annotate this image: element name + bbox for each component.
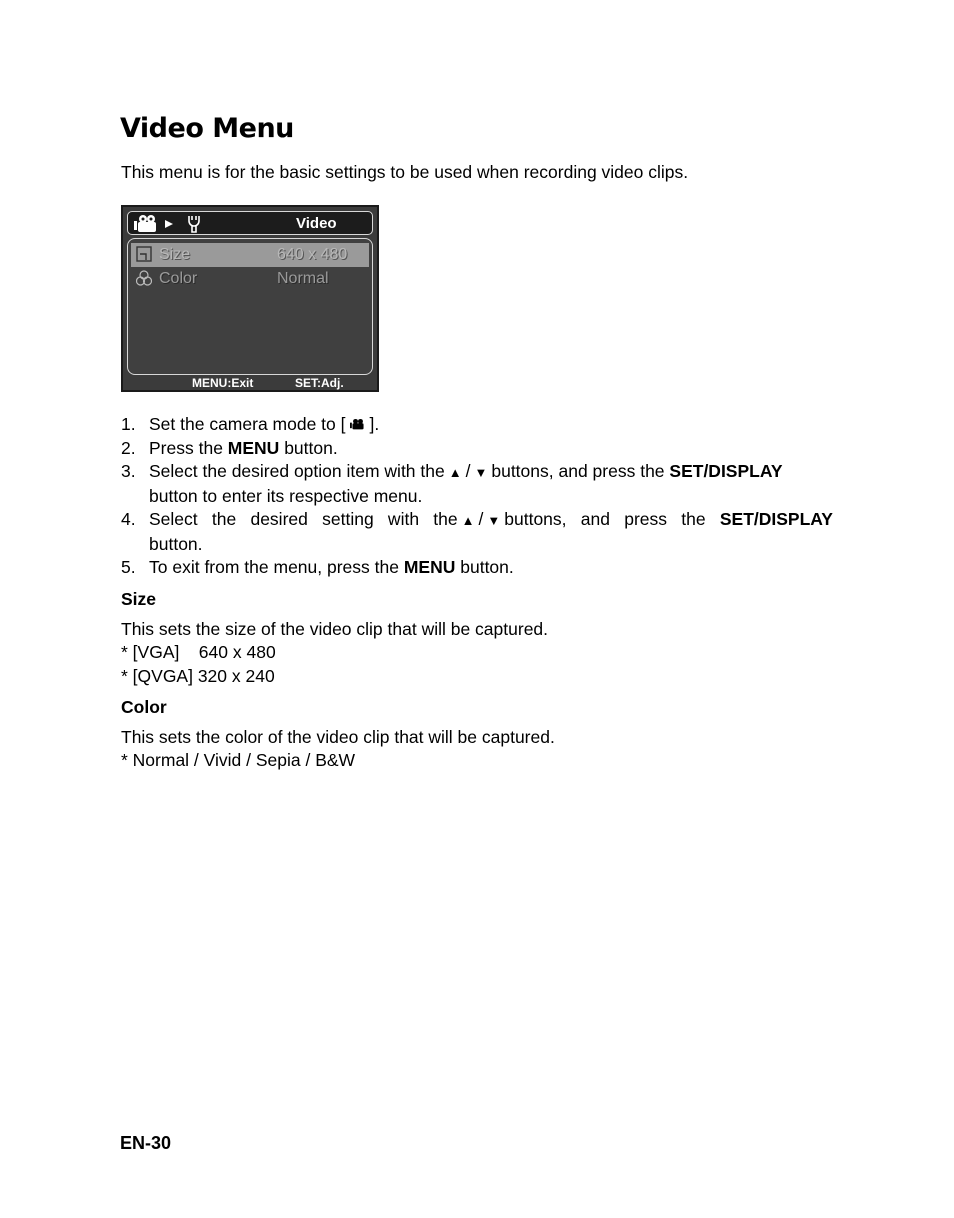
lcd-menu-row-color bbox=[131, 267, 369, 291]
video-camera-icon bbox=[134, 215, 160, 233]
lcd-footer-exit: MENU:Exit bbox=[192, 376, 254, 390]
step-item: 2. Press the MENU button. bbox=[121, 437, 338, 458]
play-triangle-icon bbox=[164, 219, 174, 229]
lcd-row-value: 640 x 480 bbox=[277, 246, 348, 263]
size-option-qvga: * [QVGA] 320 x 240 bbox=[121, 666, 275, 686]
step-item: 1. Set the camera mode to [ ]. bbox=[121, 413, 833, 437]
camera-lcd-screenshot bbox=[121, 205, 379, 392]
color-options: * Normal / Vivid / Sepia / B&W bbox=[121, 750, 356, 770]
lcd-header bbox=[127, 211, 373, 235]
down-arrow-icon: ▼ bbox=[474, 465, 488, 480]
rgb-color-icon bbox=[136, 270, 152, 286]
lcd-tab-icons bbox=[134, 214, 204, 234]
section-heading-color: Color bbox=[121, 697, 167, 717]
size-description: This sets the size of the video clip that will be captured. bbox=[121, 619, 549, 639]
step-item: 3. Select the desired option item with the ▲ / ▼ buttons, and press the SET/DISPLAY button to enter its respective menu. bbox=[121, 461, 783, 506]
size-option-vga: * [VGA] 640 x 480 bbox=[121, 642, 276, 662]
lcd-row-label: Size bbox=[159, 246, 191, 263]
section-heading-size: Size bbox=[121, 589, 157, 609]
intro-text: This menu is for the basic settings to be used when recording video clips. bbox=[121, 162, 689, 182]
up-arrow-icon: ▲ bbox=[461, 513, 475, 528]
size-icon bbox=[136, 246, 152, 262]
page-title: Video Menu bbox=[120, 113, 294, 144]
wrench-icon bbox=[184, 214, 204, 234]
lcd-row-label: Color bbox=[159, 270, 198, 287]
step-item: 5. To exit from the menu, press the MENU button. bbox=[121, 557, 514, 577]
down-arrow-icon: ▼ bbox=[487, 513, 501, 528]
lcd-menu-title: Video bbox=[296, 215, 337, 232]
lcd-menu-panel bbox=[127, 238, 373, 375]
color-description: This sets the color of the video clip that will be captured. bbox=[121, 727, 555, 747]
step-item: 4. Select the desired setting with the ▲ / ▼ buttons, and press the SET/DISPLAY button. bbox=[121, 509, 833, 554]
lcd-footer-adjust: SET:Adj. bbox=[295, 376, 344, 390]
lcd-row-value: Normal bbox=[277, 270, 329, 287]
up-arrow-icon: ▲ bbox=[448, 465, 462, 480]
page-number: EN-30 bbox=[120, 1133, 172, 1153]
lcd-menu-row-size bbox=[131, 243, 369, 267]
instruction-steps bbox=[121, 413, 833, 580]
video-camera-icon bbox=[350, 413, 366, 437]
